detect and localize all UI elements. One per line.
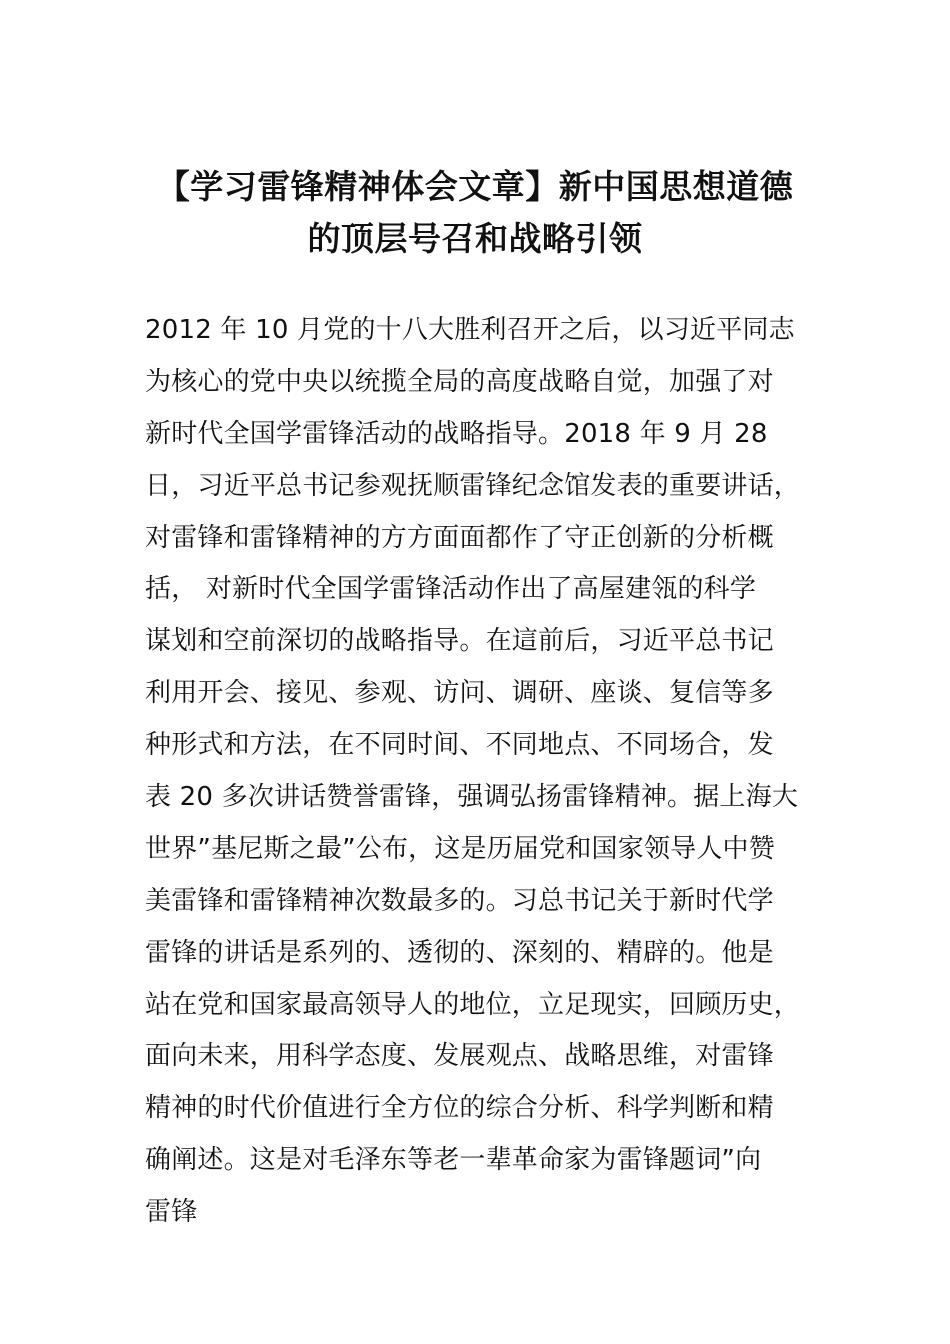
body-line: 对雷锋和雷锋精神的方方面面都作了守正创新的分析概 (145, 522, 774, 553)
title-line-1: 【学习雷锋精神体会文章】新中国思想道德 (156, 167, 794, 206)
body-line: 雷锋的讲话是系列的、透彻的、深刻的、精辟的。他是 (145, 937, 774, 968)
body-line: 为核心的党中央以统揽全局的高度战略自觉，加强了对 (145, 366, 774, 397)
title-line-2: 的顶层号召和战略引领 (307, 219, 643, 258)
body-paragraph (145, 305, 835, 1239)
body-line: 谋划和空前深切的战略指导。在這前后，习近平总书记 (145, 626, 774, 657)
body-line: 表 20 多次讲话赞誉雷锋，强调弘扬雷锋精神。据上海大 (145, 782, 799, 813)
body-line: 利用开会、接见、参观、访问、调研、座谈、复信等多 (145, 678, 774, 709)
body-line: 世界”基尼斯之最”公布，这是历届党和国家领导人中赞 (145, 833, 775, 864)
body-line: 精神的时代价值进行全方位的综合分析、科学判断和精 (145, 1093, 774, 1124)
body-line: 日，习近平总书记参观抚顺雷锋纪念馆发表的重要讲话， (145, 470, 801, 501)
document-title (100, 161, 850, 265)
body-line: 种形式和方法，在不同时间、不同地点、不同场合，发 (145, 730, 774, 761)
body-line: 2012 年 10 月党的十八大胜利召开之后，以习近平同志 (145, 315, 795, 345)
body-line: 面向未来，用科学态度、发展观点、战略思维，对雷锋 (145, 1041, 774, 1072)
body-line: 确阐述。这是对毛泽东等老一辈革命家为雷锋题词”向 (145, 1145, 762, 1176)
body-line: 站在党和国家最高领导人的地位，立足现实，回顾历史， (145, 989, 801, 1020)
body-line: 雷锋 (145, 1197, 198, 1228)
body-line: 括， 对新时代全国学雷锋活动作出了高屋建瓴的科学 (145, 574, 757, 605)
body-line: 新时代全国学雷锋活动的战略指导。2018 年 9 月 28 (145, 418, 768, 449)
body-line: 美雷锋和雷锋精神次数最多的。习总书记关于新时代学 (145, 885, 774, 916)
